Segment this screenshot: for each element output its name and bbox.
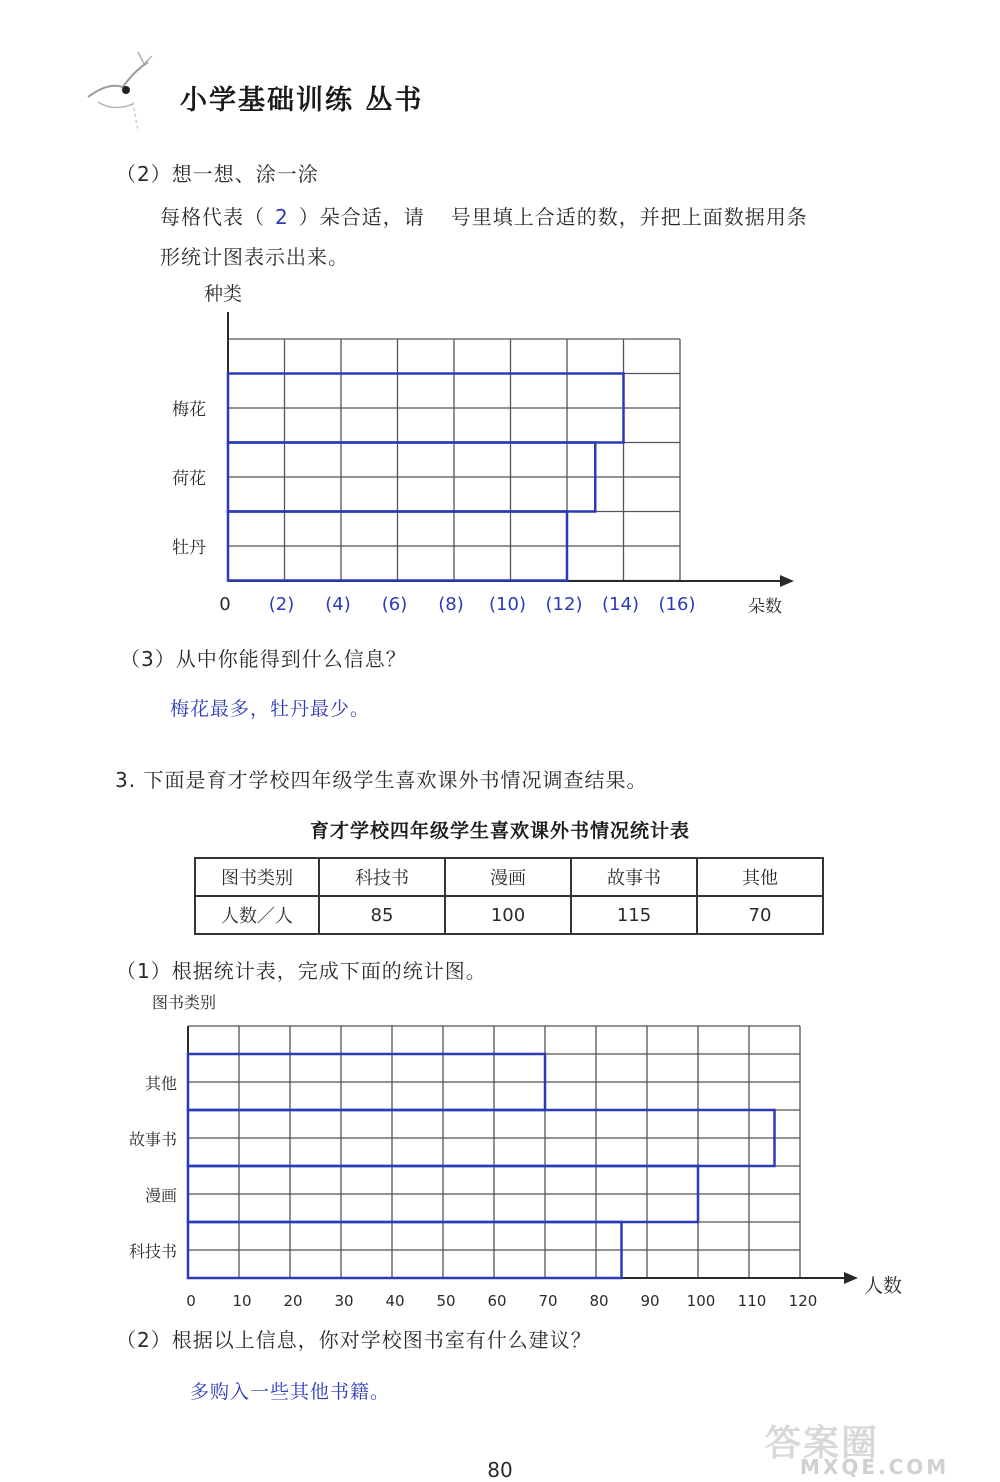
category-label: 梅花 bbox=[172, 400, 206, 420]
stats-table-col-4: 其他 bbox=[697, 858, 823, 896]
x-tick-label: (16) bbox=[658, 594, 696, 615]
x-tick-label: 30 bbox=[334, 1292, 354, 1310]
x-tick-label: 100 bbox=[686, 1292, 716, 1310]
stats-table-value-3: 115 bbox=[571, 896, 697, 934]
stats-table-col-1: 科技书 bbox=[319, 858, 445, 896]
instruction-part-b: ）朵合适，请 bbox=[298, 205, 425, 229]
question-2-heading: （2）想一想、涂一涂 bbox=[116, 162, 319, 186]
stats-table-value-2: 100 bbox=[445, 896, 571, 934]
page-number: 80 bbox=[487, 1458, 513, 1482]
stats-table-col-3: 故事书 bbox=[571, 858, 697, 896]
x-tick-label: (10) bbox=[489, 594, 526, 615]
x-tick-label: 60 bbox=[487, 1292, 507, 1310]
x-tick-label: 70 bbox=[538, 1292, 558, 1310]
stats-table-col-2: 漫画 bbox=[445, 858, 571, 896]
x-tick-label: (14) bbox=[602, 594, 639, 615]
question-3-answer: 梅花最多，牡丹最少。 bbox=[170, 698, 371, 720]
category-label: 科技书 bbox=[128, 1242, 177, 1261]
x-tick-label: 80 bbox=[589, 1292, 609, 1310]
watermark-url: MXQE.COM bbox=[800, 1455, 950, 1479]
y-axis-title: 种类 bbox=[204, 283, 243, 305]
stats-table-value-1: 85 bbox=[319, 896, 445, 934]
instruction-filled-value: 2 bbox=[275, 205, 289, 229]
book-bar-chart bbox=[129, 993, 902, 1310]
x-axis-title: 朵数 bbox=[748, 597, 782, 617]
stats-table-row-label: 人数／人 bbox=[195, 896, 319, 934]
problem-3-q2-answer: 多购入一些其他书籍。 bbox=[190, 1381, 391, 1403]
x-tick-label: 40 bbox=[385, 1292, 405, 1310]
x-tick-label: 10 bbox=[232, 1292, 252, 1310]
category-label: 荷花 bbox=[172, 469, 206, 489]
category-label: 牡丹 bbox=[172, 538, 206, 558]
category-label: 故事书 bbox=[128, 1130, 177, 1149]
instruction-line-2: 形统计图表示出来。 bbox=[160, 245, 349, 269]
instruction-part-a: 每格代表（ bbox=[160, 205, 265, 229]
x-tick-label: (4) bbox=[325, 594, 351, 615]
question-3-heading: （3）从中你能得到什么信息？ bbox=[120, 647, 407, 671]
series-title: 小学基础训练 丛书 bbox=[180, 85, 424, 116]
x-tick-label: (2) bbox=[268, 594, 295, 615]
x-tick-label: (8) bbox=[438, 594, 464, 615]
category-label: 漫画 bbox=[144, 1186, 177, 1205]
problem-3-prompt: 3. 下面是育才学校四年级学生喜欢课外书情况调查结果。 bbox=[115, 768, 648, 792]
x-tick-label: 110 bbox=[737, 1292, 767, 1310]
problem-3-q2-heading: （2）根据以上信息，你对学校图书室有什么建议？ bbox=[116, 1328, 592, 1352]
x-tick-label: (12) bbox=[545, 594, 583, 615]
stats-table-title: 育才学校四年级学生喜欢课外书情况统计表 bbox=[309, 820, 690, 842]
x-tick-label: (6) bbox=[381, 594, 408, 615]
stats-table-value-4: 70 bbox=[697, 896, 823, 934]
problem-3-q1-heading: （1）根据统计表，完成下面的统计图。 bbox=[116, 959, 487, 983]
x-tick-label: 0 bbox=[186, 1292, 196, 1310]
x-axis-arrow bbox=[844, 1272, 858, 1284]
instruction-part-c: 号里填上合适的数，并把上面数据用条 bbox=[450, 205, 808, 229]
x-tick-label: 50 bbox=[436, 1292, 456, 1310]
x-tick-label: 20 bbox=[283, 1292, 303, 1310]
x-axis-arrow bbox=[780, 575, 794, 587]
x-axis-title: 人数 bbox=[864, 1275, 903, 1297]
x-tick-label: 0 bbox=[219, 594, 231, 615]
y-axis-title: 图书类别 bbox=[152, 993, 217, 1012]
x-tick-label: 90 bbox=[640, 1292, 660, 1310]
flower-bar-chart bbox=[172, 283, 794, 617]
category-label: 其他 bbox=[144, 1074, 177, 1093]
stats-table-header-label: 图书类别 bbox=[195, 858, 319, 896]
x-tick-label: 120 bbox=[788, 1292, 818, 1310]
watermark-logo: 答案圈 bbox=[765, 1423, 880, 1464]
